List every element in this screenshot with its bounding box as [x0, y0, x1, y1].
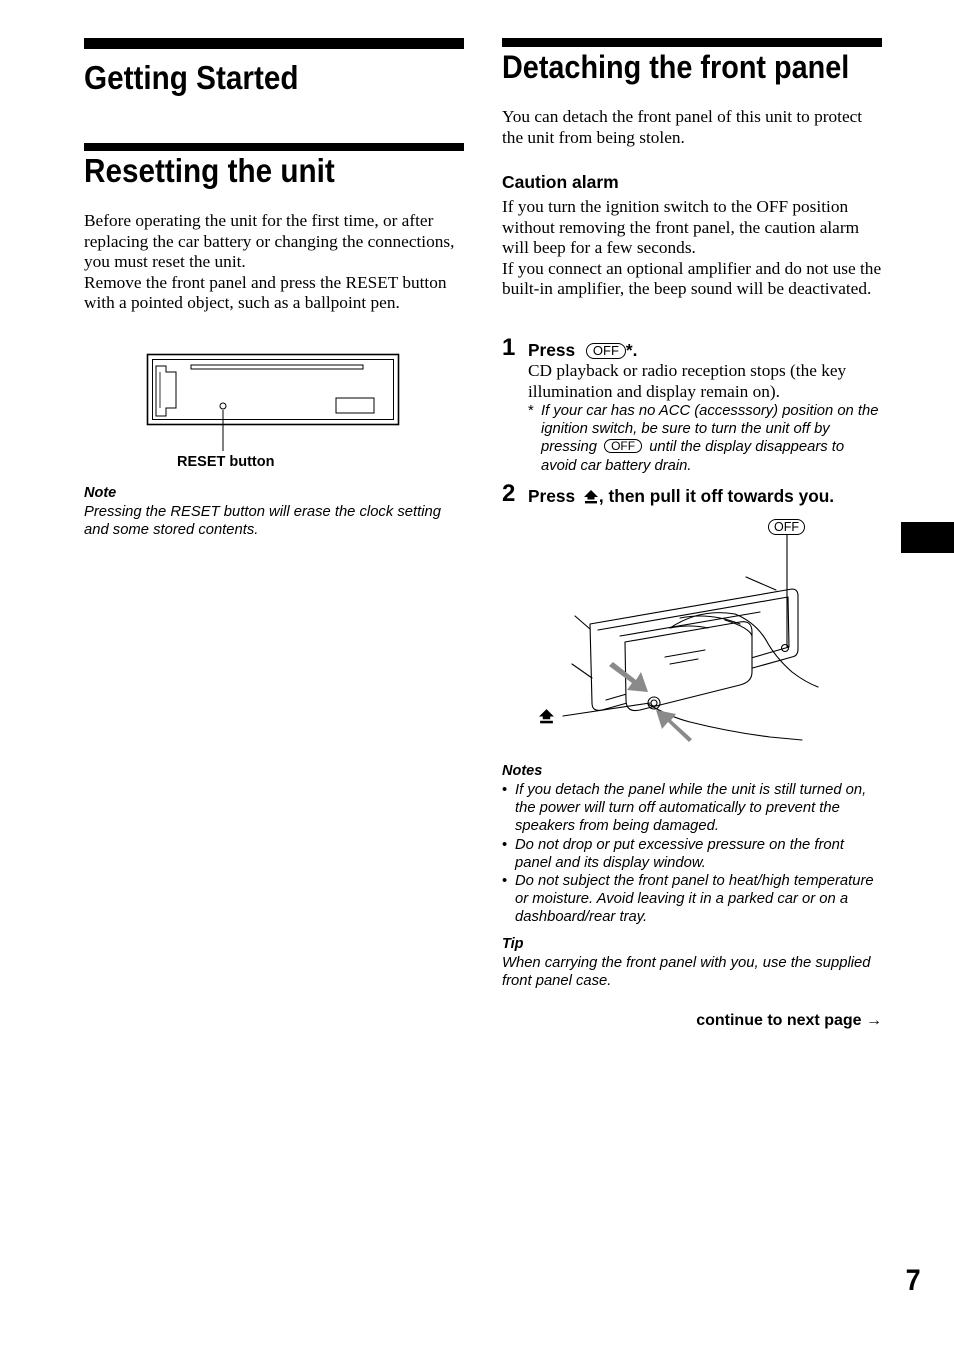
detaching-heading: Detaching the front panel [502, 49, 850, 85]
getting-started-rule [84, 38, 464, 49]
step-1-number: 1 [502, 334, 516, 361]
step-1-footnote [528, 402, 882, 475]
tip-text: When carrying the front panel with you, use the supplied front panel case. [502, 955, 871, 990]
resetting-body [84, 211, 464, 314]
note-text: Pressing the RESET button will erase the clock setting and some stored contents. [84, 504, 441, 539]
page-number: 7 [905, 1264, 921, 1297]
off-button-figure-label: OFF [768, 519, 805, 535]
step-2-number: 2 [502, 480, 516, 507]
footnote-text-after: until the display disappears to avoid car battery drain. [541, 439, 845, 474]
resetting-paragraph-1: Before operating the unit for the first time, or after replacing the car battery or changing the connections, you must reset the unit. [84, 211, 455, 272]
notes-item: • If you detach the panel while the unit is still turned on, the power will turn off automatically to prevent the speakers from being damaged. [502, 781, 882, 836]
notes-item: • Do not subject the front panel to heat/high temperature or moisture. Avoid leaving it in a parked car or on a dashboard/rear tray. [502, 872, 882, 927]
right-arrow-icon: → [866, 1012, 882, 1029]
detaching-intro: You can detach the front panel of this unit to protect the unit from being stolen. [502, 107, 863, 147]
footnote-mark: * [528, 403, 534, 419]
release-icon-figure [538, 708, 555, 724]
step-2-title [528, 486, 834, 507]
release-button-icon [583, 489, 599, 504]
resetting-rule [84, 143, 464, 151]
step-2-press-text: Press [528, 486, 576, 506]
step-1-title [528, 340, 637, 361]
section-tab-marker [901, 522, 954, 553]
off-key-footnote-icon: OFF [604, 439, 642, 453]
off-key-icon: OFF [586, 343, 626, 359]
step-1-suffix: *. [625, 340, 638, 360]
caution-alarm-heading: Caution alarm [502, 172, 619, 192]
tip-heading: Tip [502, 936, 524, 952]
caution-paragraph-1: If you turn the ignition switch to the OFF position without removing the front panel, the caution alarm will beep for a few seconds. [502, 197, 860, 258]
reset-button-label: RESET button [177, 454, 275, 470]
getting-started-heading: Getting Started [84, 59, 299, 96]
continue-text: continue to next page [696, 1012, 862, 1029]
resetting-heading: Resetting the unit [84, 152, 335, 189]
detach-panel-illustration [530, 532, 830, 747]
step-1-press-text: Press [528, 340, 576, 360]
notes-heading: Notes [502, 763, 543, 779]
step-2-rest: , then pull it off towards you. [598, 486, 835, 506]
caution-paragraph-2: If you connect an optional amplifier and do not use the built-in amplifier, the beep sound will be deactivated. [502, 258, 882, 299]
note-heading: Note [84, 485, 117, 501]
step-1-body: CD playback or radio reception stops (the key illumination and display remain on). [528, 361, 847, 401]
notes-item: • Do not drop or put excessive pressure on the front panel and its display window. [502, 836, 882, 872]
notes-list [502, 781, 882, 927]
detaching-rule [502, 38, 882, 47]
caution-alarm-body [502, 197, 882, 300]
continue-to-next-page [696, 1012, 882, 1030]
resetting-paragraph-2: Remove the front panel and press the RESET button with a pointed object, such as a ballpoint pen. [84, 272, 447, 313]
reset-unit-diagram [140, 348, 410, 460]
footnote-text-before: If your car has no ACC (accesssory) position on the ignition switch, be sure to turn the unit off by pressing [541, 403, 879, 456]
